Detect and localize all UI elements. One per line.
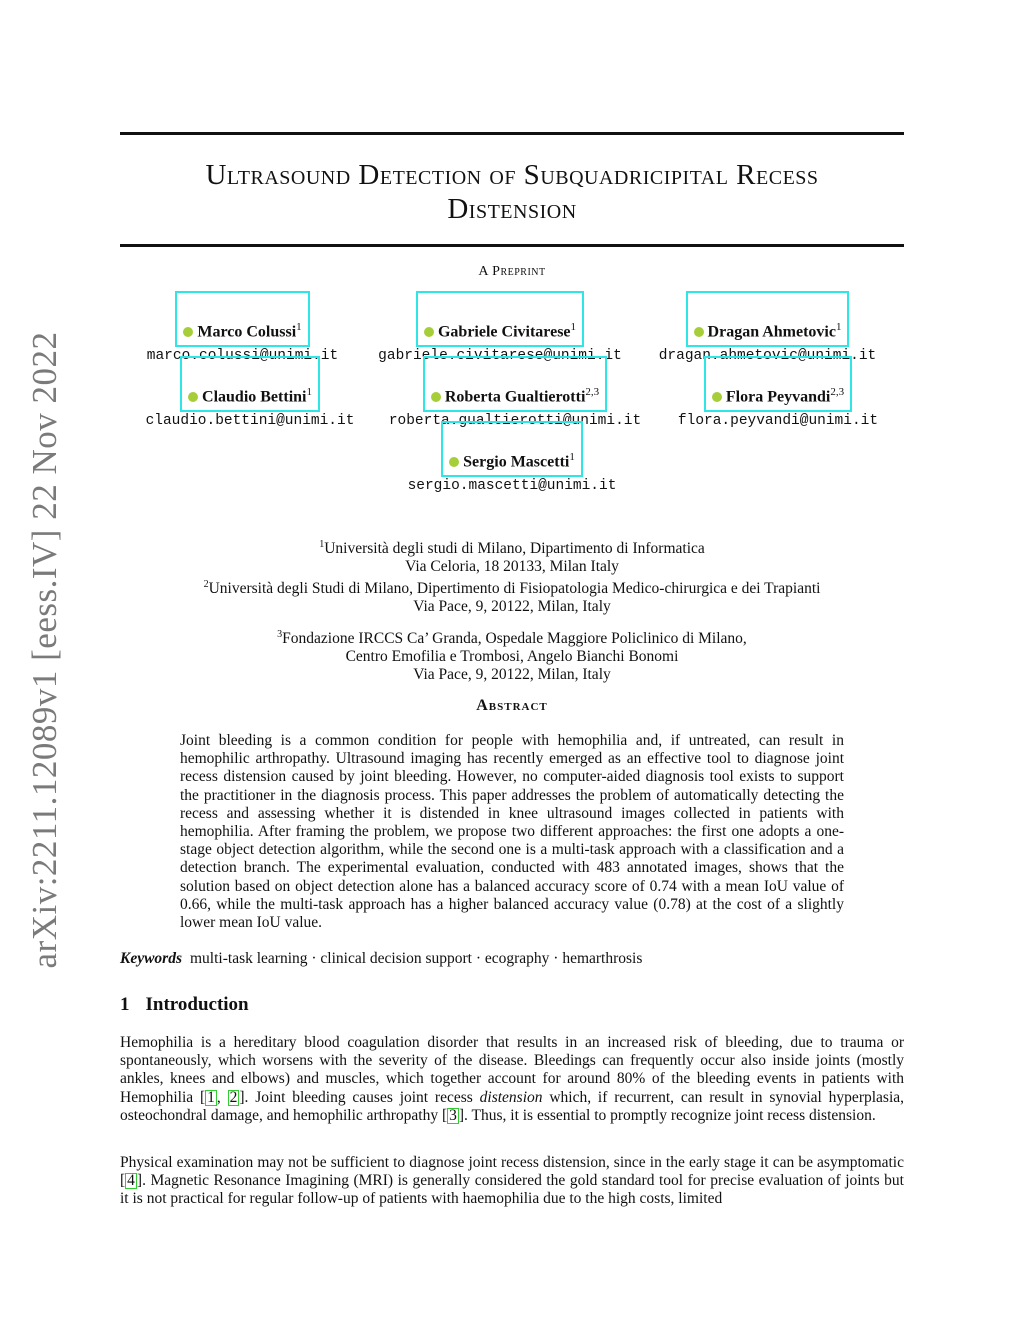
author-name: Dragan Ahmetovic bbox=[707, 323, 836, 341]
title-line-2: Distension bbox=[447, 193, 577, 225]
author-email[interactable]: roberta.gualtierotti@unimi.it bbox=[388, 413, 642, 430]
author-affil-sup: 1 bbox=[835, 321, 842, 333]
author-name-link[interactable] bbox=[175, 291, 309, 347]
affiliation-3: $^3$Fondazione IRCCS Ca’ Granda, Ospedale Maggiore Policlinico di Milano, bbox=[277, 629, 747, 648]
keywords-line bbox=[120, 950, 904, 968]
author-affil-sup: 1 bbox=[569, 451, 575, 463]
author-affil-sup: 1 bbox=[570, 321, 577, 333]
author-affil-sup: 2,3 bbox=[830, 386, 845, 398]
author-email[interactable]: dragan.ahmetovic@unimi.it bbox=[658, 348, 877, 365]
orcid-icon[interactable] bbox=[431, 392, 441, 402]
author-name: Flora Peyvandi bbox=[725, 388, 831, 406]
abstract-body: Joint bleeding is a common condition for people with hemophilia and, if untreated, can result in hemophilic arthropathy. Ultrasound imaging has recently emerged as an effective tool to diagnose joint recess distension caused by joint bleeding. However, no computer-aided diagnosis tool exists to support the practitioner in the diagnosis process. This paper addresses the problem of automatically detecting the recess and assessing whether it is distended in knee ultrasound images collected in patients with hemophilia. After framing the problem, we propose two different approaches: the first one adopts a one-stage object detection algorithm, while the second one is a multi-task approach with a classification and a detection branch. The experimental evaluation, conducted with 483 annotated images, shows that the solution based on object detection alone has a balanced accuracy score of 0.74 with a mean IoU value of 0.66, while the multi-task approach has a higher balanced accuracy value (0.78) at the cost of a slightly lower mean IoU value. bbox=[180, 732, 844, 932]
author-affil-sup: 1 bbox=[296, 321, 302, 333]
author-card bbox=[668, 356, 888, 429]
author-name-link[interactable] bbox=[441, 421, 583, 477]
author-name-link[interactable] bbox=[704, 356, 852, 412]
intro-paragraph-2: Physical examination may not be sufficient to diagnose joint recess distension, since in the early stage it can be asymptomatic [ 4 ]. Magnetic Resonance Imagining (MRI) is generally considered the gold standard tool for precise evaluation of joints but it is not practical for regular follow-up of patients with haemophilia due to the high costs, limited bbox=[120, 1154, 904, 1208]
affiliation-1-address: Via Celoria, 18 20133, Milan Italy bbox=[405, 558, 619, 576]
author-email[interactable]: gabriele.civitarese@unimi.it bbox=[378, 348, 622, 365]
author-card bbox=[140, 291, 345, 364]
section-heading-introduction bbox=[120, 994, 249, 1016]
orcid-icon[interactable] bbox=[449, 457, 459, 467]
citation-link[interactable]: 4 bbox=[127, 1172, 135, 1190]
affiliations bbox=[120, 536, 904, 684]
author-name-link[interactable] bbox=[416, 291, 584, 347]
author-card bbox=[650, 291, 885, 364]
author-card bbox=[370, 291, 630, 364]
orcid-icon[interactable] bbox=[712, 392, 722, 402]
intro-paragraph-1: Hemophilia is a hereditary blood coagulation disorder that results in an increased risk of bleeding, due to trauma or spontaneously, which worsens with the severity of the disease. Bleedings can frequently occur also inside joints (mostly ankles, knees and elbows) and muscles, which together account for around 80% of the bleeding events in patients with Hemophilia [ 1 , 2 ]. Joint bleeding causes joint recess distension which, if recurrent, can result in synovial hyperplasia, osteochondral damage, and hemophilic arthropathy [ 3 ]. Thus, it is essential to promptly recognize joint recess distension. bbox=[120, 1034, 905, 1124]
author-card bbox=[380, 356, 650, 429]
affiliation-1: $^1$Università degli studi di Milano, Dipartimento di Informatica bbox=[319, 539, 705, 558]
title-rule-top bbox=[120, 132, 904, 135]
author-email[interactable]: flora.peyvandi@unimi.it bbox=[677, 413, 879, 430]
author-email[interactable]: sergio.mascetti@unimi.it bbox=[407, 478, 617, 495]
citation-link[interactable]: 3 bbox=[449, 1106, 457, 1124]
affiliation-3-center: Centro Emofilia e Trombosi, Angelo Bianchi Bonomi bbox=[345, 648, 679, 666]
preprint-label: A Preprint bbox=[478, 264, 546, 279]
arxiv-identifier: arXiv:2211.12089v1 [eess.IV] 22 Nov 2022 bbox=[25, 331, 64, 969]
author-name: Gabriele Civitarese bbox=[437, 323, 571, 341]
author-name-link[interactable] bbox=[686, 291, 850, 347]
paper-title bbox=[120, 158, 904, 226]
abstract-heading: Abstract bbox=[476, 697, 548, 714]
section-title: Introduction bbox=[145, 994, 249, 1015]
author-card bbox=[397, 421, 627, 494]
citation-link[interactable]: 2 bbox=[229, 1088, 238, 1106]
author-name-link[interactable] bbox=[423, 356, 607, 412]
citation-link[interactable]: 1 bbox=[207, 1088, 215, 1106]
title-line-1: Ultrasound Detection of Subquadricipital Recess bbox=[205, 159, 819, 191]
orcid-icon[interactable] bbox=[424, 327, 434, 337]
affiliation-2: $^2$Università degli Studi di Milano, Dipertimento di Fisiopatologia Medico-chirurgica e dei Trapianti bbox=[203, 579, 821, 598]
author-email[interactable]: marco.colussi@unimi.it bbox=[146, 348, 339, 365]
author-name: Claudio Bettini bbox=[202, 388, 307, 406]
author-name: Marco Colussi bbox=[197, 323, 297, 341]
author-affil-sup: 2,3 bbox=[585, 386, 600, 398]
title-rule-bottom bbox=[120, 244, 904, 247]
affiliation-2-address: Via Pace, 9, 20122, Milan, Italy bbox=[413, 598, 611, 616]
author-card bbox=[140, 356, 360, 429]
section-number: 1 bbox=[120, 994, 130, 1015]
author-affil-sup: 1 bbox=[306, 386, 312, 398]
keywords-label: Keywords bbox=[120, 950, 182, 967]
orcid-icon[interactable] bbox=[694, 327, 704, 337]
orcid-icon[interactable] bbox=[188, 392, 198, 402]
author-name: Sergio Mascetti bbox=[463, 453, 570, 471]
orcid-icon[interactable] bbox=[183, 327, 193, 337]
keywords-list: multi-task learning · clinical decision support · ecography · hemarthrosis bbox=[190, 950, 643, 967]
arxiv-sidebar bbox=[20, 331, 70, 969]
author-email[interactable]: claudio.bettini@unimi.it bbox=[145, 413, 355, 430]
author-name-link[interactable] bbox=[180, 356, 320, 412]
affiliation-3-address: Via Pace, 9, 20122, Milan, Italy bbox=[413, 666, 611, 684]
author-name: Roberta Gualtierotti bbox=[444, 388, 586, 406]
